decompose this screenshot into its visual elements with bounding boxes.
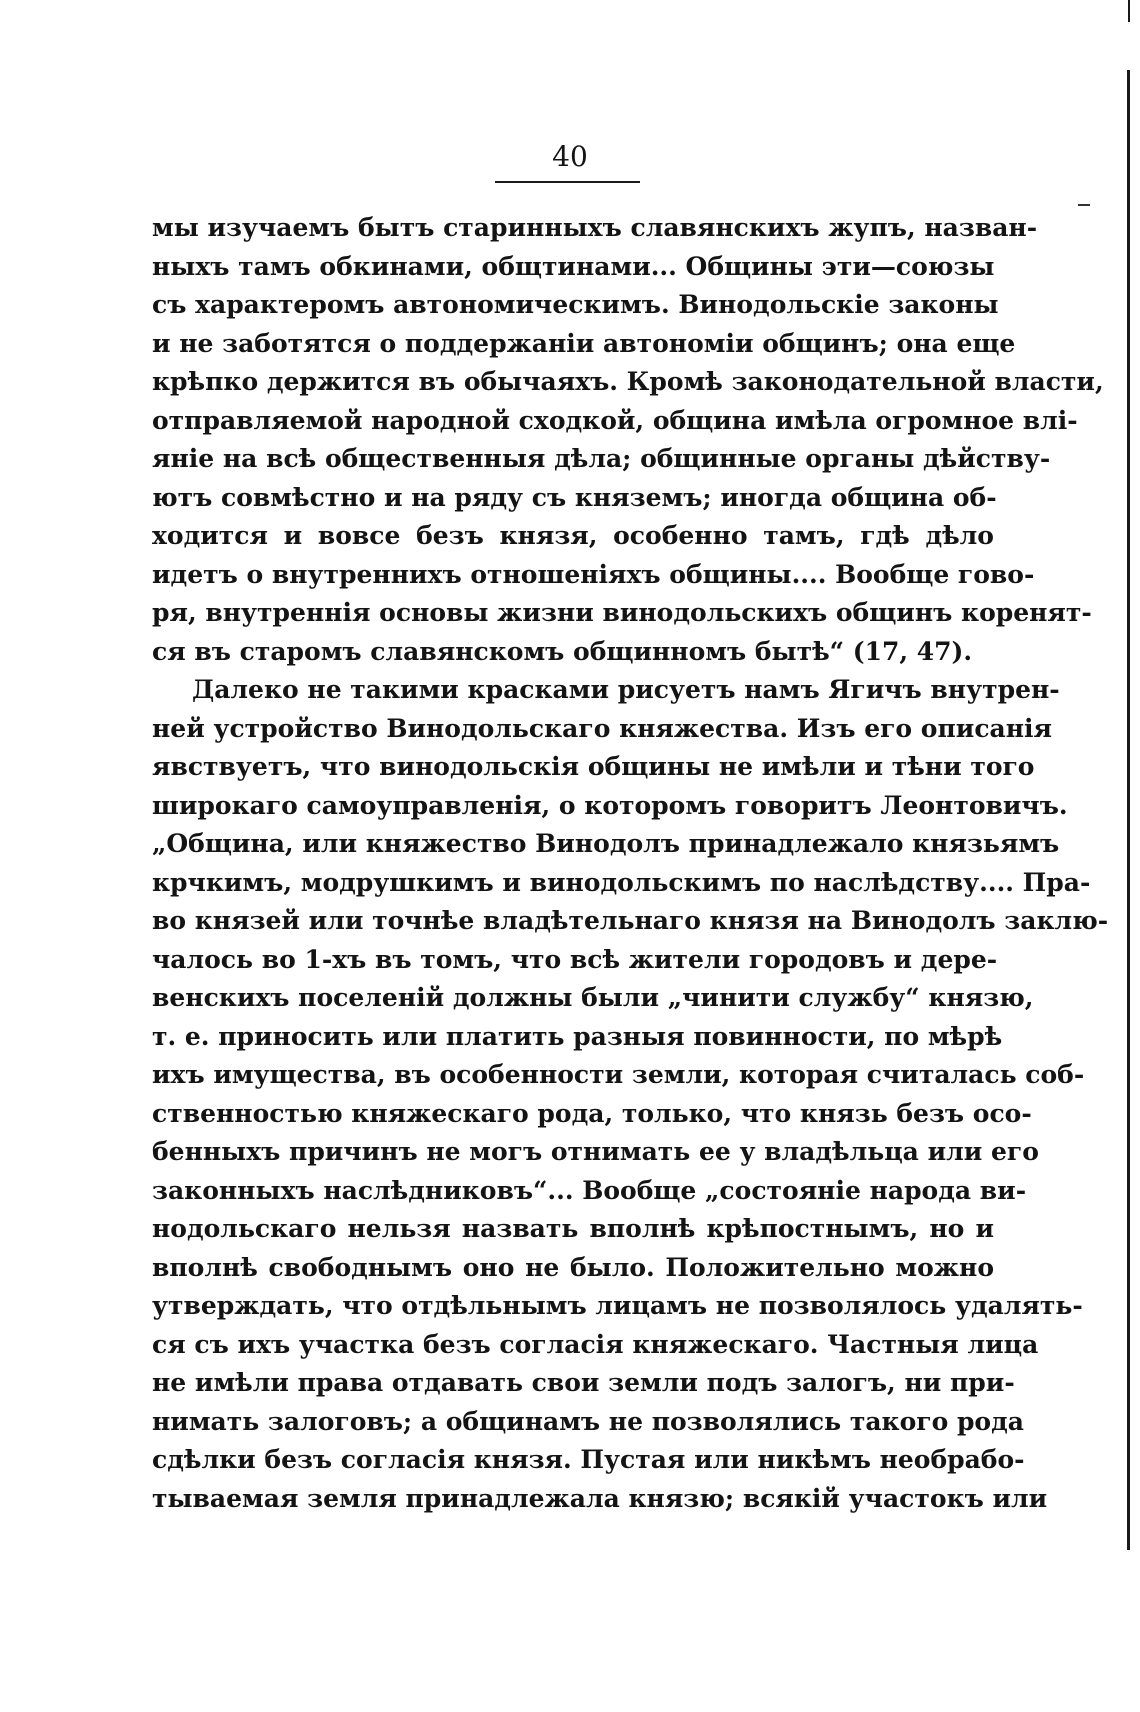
text-line: ря, внутреннія основы жизни винодольскихъ общинъ коренят-	[152, 598, 1092, 627]
text-line: ютъ совмѣстно и на ряду съ княземъ; иногда община об-	[152, 482, 997, 512]
text-line: мы изучаемъ бытъ старинныхъ славянскихъ жупъ, назван-	[152, 213, 1038, 242]
text-line: во князей или точнѣе владѣтельнаго князя на Винодолъ заклю-	[152, 906, 1109, 935]
margin-mark	[1078, 204, 1090, 206]
text-line: ихъ имущества, въ особенности земли, которая считалась соб-	[152, 1060, 1085, 1089]
page-number-rule	[495, 181, 640, 183]
text-line: нимать залоговъ; а общинамъ не позволялись такого рода	[152, 1406, 1024, 1436]
text-line: и не заботятся о поддержаніи автономіи общинъ; она еще	[152, 328, 1016, 358]
text-line: крѣпко держится въ обычаяхъ. Кромѣ законодательной власти,	[152, 367, 1104, 396]
text-line: „Община, или княжество Винодолъ принадлежало князьямъ	[152, 829, 1060, 858]
text-line: яніе на всѣ общественныя дѣла; общинные органы дѣйству-	[152, 444, 1051, 473]
text-line: ходится и вовсе безъ князя, особенно тамъ, гдѣ дѣло	[152, 521, 994, 550]
text-line: не имѣли права отдавать свои земли подъ залогъ, ни при-	[152, 1368, 1015, 1397]
text-line: ся съ ихъ участка безъ согласія княжескаго. Частныя лица	[152, 1329, 1039, 1359]
page-number: 40	[552, 140, 588, 173]
text-line: чалось во 1-хъ въ томъ, что всѣ жители городовъ и дере-	[152, 944, 998, 974]
text-line: крчкимъ, модрушкимъ и винодольскимъ по наслѣдству.... Пра-	[152, 867, 1091, 897]
text-line: законныхъ наслѣдниковъ“... Вообще „состояніе народа ви-	[152, 1175, 1027, 1205]
text-line: сдѣлки безъ согласія князя. Пустая или никѣмъ необрабо-	[152, 1445, 1025, 1474]
text-line: ныхъ тамъ обкинами, общтинами... Общины эти—союзы	[152, 251, 995, 281]
text-line: явствуетъ, что винодольскія общины не имѣли и тѣни того	[152, 752, 1035, 781]
text-line: идетъ о внутреннихъ отношеніяхъ общины.... Вообще гово-	[152, 559, 1035, 589]
page-edge-mark	[1128, 0, 1130, 22]
text-line: широкаго самоуправленія, о которомъ говоритъ Леонтовичъ.	[152, 790, 1068, 820]
paragraph-1	[152, 209, 1104, 671]
text-line: утверждать, что отдѣльнымъ лицамъ не позволялось удалять-	[152, 1291, 1083, 1320]
text-line: нодольскаго нельзя назвать вполнѣ крѣпостнымъ, но и	[152, 1214, 994, 1243]
text-line: отправляемой народной сходкой, община имѣла огромное влі-	[152, 405, 1078, 435]
text-line: вполнѣ свободнымъ оно не было. Положительно можно	[152, 1252, 994, 1282]
page-edge-shadow	[1127, 70, 1130, 1550]
text-line: ся въ старомъ славянскомъ общинномъ бытѣ“ (17, 47).	[152, 636, 973, 666]
text-line: т. е. приносить или платить разныя повинности, по мѣрѣ	[152, 1021, 1003, 1051]
text-line: венскихъ поселеній должны были „чинити службу“ князю,	[152, 983, 1034, 1012]
text-line: ственностью княжескаго рода, только, что князь безъ осо-	[152, 1098, 1032, 1128]
text-line: съ характеромъ автономическимъ. Винодольскіе законы	[152, 290, 999, 319]
paragraph-2	[152, 671, 1109, 1518]
text-line: бенныхъ причинъ не могъ отнимать ее у владѣльца или его	[152, 1137, 1039, 1166]
text-line: Далеко не такими красками рисуетъ намъ Ягичъ внутрен-	[192, 675, 1060, 704]
body-text	[152, 209, 1109, 1518]
text-line: тываемая земля принадлежала князю; всякій участокъ или	[152, 1483, 1048, 1513]
text-line: ней устройство Винодольскаго княжества. Изъ его описанія	[152, 713, 1052, 743]
